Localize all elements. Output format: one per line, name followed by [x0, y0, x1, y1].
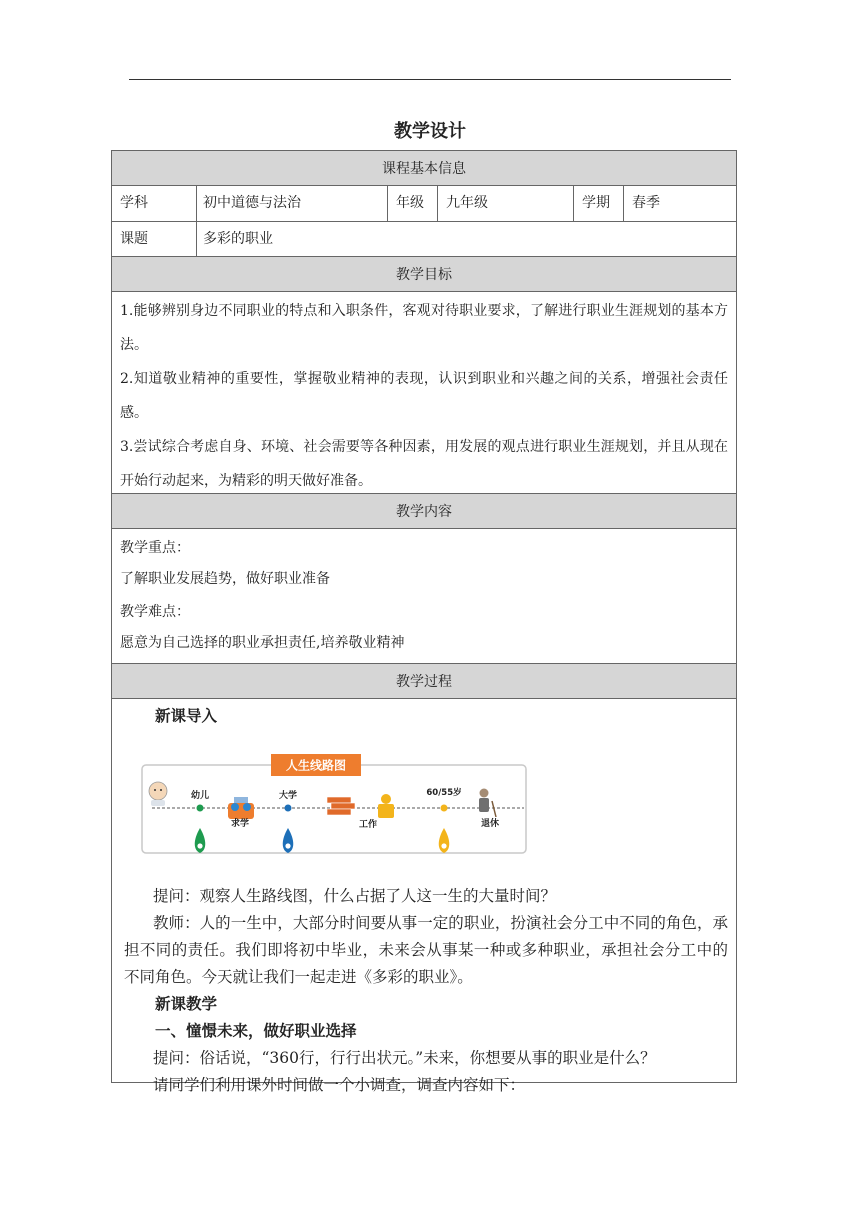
objective-2: 2.知道敬业精神的重要性，掌握敬业精神的表现，认识到职业和兴趣之间的关系，增强社会责任感。	[120, 371, 728, 421]
point-university	[285, 805, 292, 812]
infant-icon	[149, 782, 167, 806]
lesson-plan-table	[111, 150, 737, 1094]
teacher-explanation: 教师：人的一生中，大部分时间要从事一定的职业，扮演社会分工中不同的角色，承担不同的责任。我们即将初中毕业，未来会从事某一种或多种职业，承担社会分工中的不同角色。今天就让我们一起走进《多彩的职业》。	[124, 914, 728, 986]
grade-value: 九年级	[446, 195, 488, 211]
intro-heading: 新课导入	[155, 707, 218, 725]
label-retire-age: 60/55岁	[426, 788, 462, 798]
grade-label: 年级	[396, 195, 424, 211]
topic-value: 多彩的职业	[203, 231, 273, 247]
life-roadmap-figure	[138, 751, 530, 861]
label-work: 工作	[358, 820, 378, 830]
label-study: 求学	[230, 819, 250, 829]
question-roadmap: 提问：观察人生路线图，什么占据了人这一生的大量时间？	[153, 887, 557, 905]
difficulty-label: 教学难点：	[120, 604, 190, 620]
section-header-content: 教学内容	[112, 494, 736, 529]
difficulty-value: 愿意为自己选择的职业承担责任,培养敬业精神	[120, 635, 405, 651]
key-points-label: 教学重点：	[120, 540, 190, 556]
document-title: 教学设计	[394, 121, 466, 142]
question-career: 提问：俗话说，“360行，行行出状元。”未来，你想要从事的职业是什么？	[153, 1049, 656, 1067]
label-university: 大学	[278, 791, 298, 801]
roadmap-title: 人生线路图	[285, 758, 347, 773]
label-retire: 退休	[480, 819, 500, 829]
brick-wall-icon	[327, 797, 355, 815]
header-rule	[129, 79, 731, 80]
subject-label: 学科	[120, 195, 148, 211]
teaching-heading: 新课教学	[155, 995, 218, 1013]
point-retire-age	[441, 805, 448, 812]
section-header-basic-info: 课程基本信息	[112, 151, 736, 186]
point-infant	[197, 805, 204, 812]
key-points-value: 了解职业发展趋势，做好职业准备	[120, 571, 330, 587]
section-one-heading: 一、憧憬未来，做好职业选择	[155, 1022, 357, 1040]
section-header-process: 教学过程	[112, 664, 736, 699]
section-header-objectives: 教学目标	[112, 257, 736, 292]
objective-1: 1.能够辨别身边不同职业的特点和入职条件，客观对待职业要求，了解进行职业生涯规划的基本方法。	[120, 303, 728, 353]
survey-instruction: 请同学们利用课外时间做一个小调查，调查内容如下：	[153, 1076, 526, 1094]
term-value: 春季	[632, 195, 660, 211]
topic-label: 课题	[120, 231, 148, 247]
label-infant: 幼儿	[190, 791, 210, 801]
term-label: 学期	[582, 195, 610, 211]
objective-3: 3.尝试综合考虑自身、环境、社会需要等各种因素，用发展的观点进行职业生涯规划，并且从现在开始行动起来，为精彩的明天做好准备。	[120, 439, 728, 489]
subject-value: 初中道德与法治	[203, 195, 301, 211]
